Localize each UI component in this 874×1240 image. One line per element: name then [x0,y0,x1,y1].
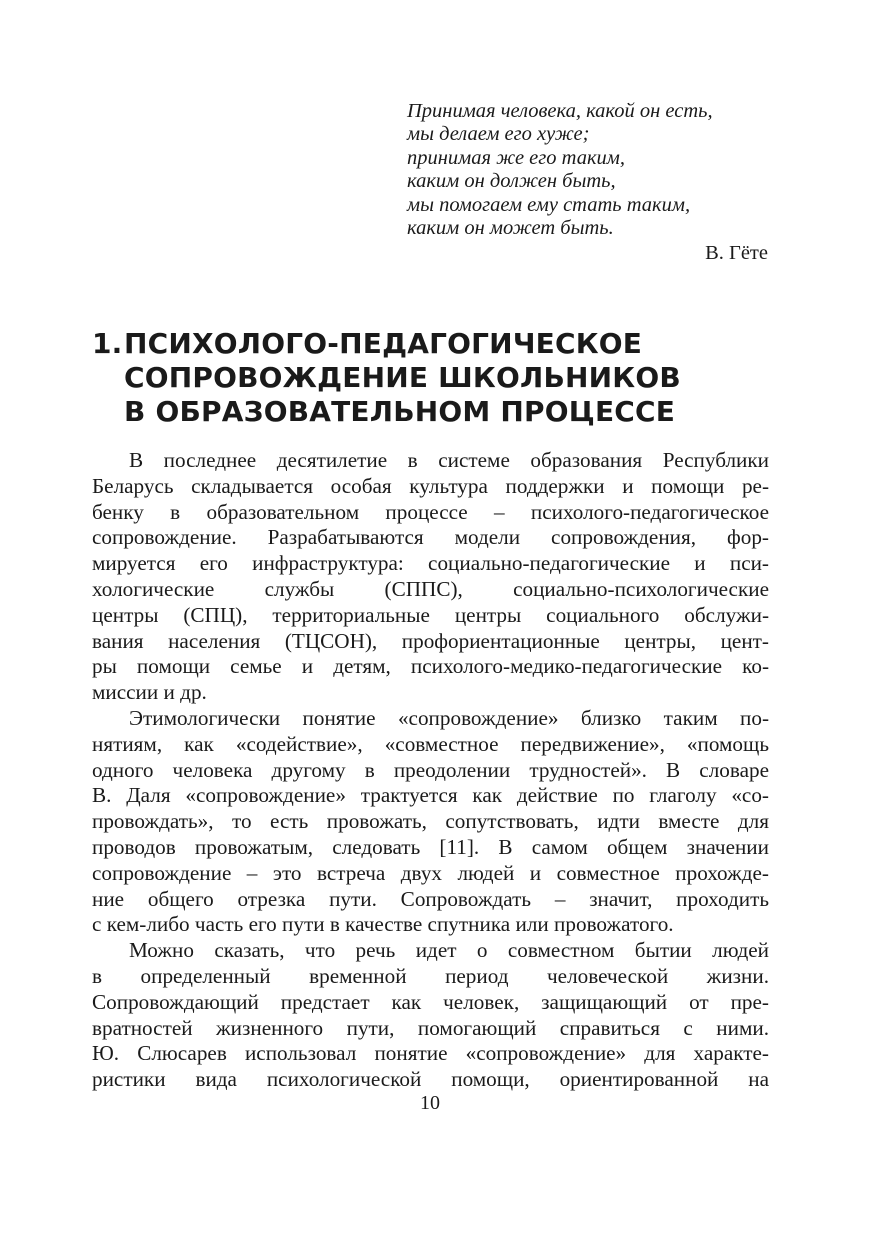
text-line: одного человека другому в преодолении трудностей». В словаре [92,757,769,782]
text-line: миссии и др. [92,680,207,705]
text-line: бенку в образовательном процессе – психолого-педагогическое [92,499,769,524]
text-line: В последнее десятилетие в системе образования Республики [129,448,769,472]
text-line: Беларусь складывается особая культура поддержки и помощи ре- [92,473,769,498]
paragraph [92,706,769,938]
epigraph-line: Принимая человека, какой он есть, [407,100,713,122]
text-line: Сопровождающий предстает как человек, защищающий от пре- [92,989,769,1014]
text-line: Ю. Слюсарев использовал понятие «сопровождение» для характе- [92,1041,769,1066]
paragraph [92,938,769,1093]
text-line: сопровождение. Разрабатываются модели сопровождения, фор- [92,525,769,550]
text-line: хологические службы (СППС), социально-психологические [92,576,769,601]
epigraph-line: каким он может быть. [407,217,614,240]
page-number: 10 [420,1092,440,1114]
chapter-heading [92,327,792,429]
text-line: вания населения (ТЦСОН), профориентационные центры, цент- [92,628,769,653]
text-line: нятиям, как «содействие», «совместное передвижение», «помощь [92,731,769,756]
epigraph-line: мы делаем его хуже; [407,123,590,146]
text-line: Можно сказать, что речь идет о совместном бытии людей [129,938,769,963]
text-line: провождать», то есть провожать, сопутствовать, идти вместе для [92,809,769,834]
text-line: вратностей жизненного пути, помогающий справиться с ними. [92,1015,769,1040]
epigraph-line: каким он должен быть, [407,170,616,193]
epigraph-author: В. Гёте [705,242,768,265]
text-line: сопровождение – это встреча двух людей и совместное прохожде- [92,860,769,885]
text-line: центры (СПЦ), территориальные центры социального обслужи- [92,602,769,627]
epigraph-line: принимая же его таким, [407,146,626,169]
text-line: Этимологически понятие «сопровождение» близко таким по- [129,705,769,730]
text-line: ры помощи семье и детям, психолого-медико-педагогические ко- [92,654,769,679]
epigraph-line: мы помогаем ему стать таким, [407,193,691,216]
text-line: ристики вида психологической помощи, ориентированной на [92,1067,769,1092]
text-line: с кем-либо часть его пути в качестве спутника или провожатого. [92,912,674,937]
text-line: ние общего отрезка пути. Сопровождать – значит, проходить [92,886,769,911]
text-line: проводов провожатым, следовать [11]. В самом общем значении [92,834,769,859]
body-text [92,448,769,1093]
text-line: мируется его инфраструктура: социально-педагогические и пси- [92,551,769,576]
epigraph [407,100,772,266]
chapter-title-line: В ОБРАЗОВАТЕЛЬНОМ ПРОЦЕССЕ [124,395,676,428]
text-line: в определенный временной период человеческой жизни. [92,963,769,988]
text-line: В. Даля «сопровождение» трактуется как действие по глаголу «со- [92,783,769,808]
chapter-title-line: СОПРОВОЖДЕНИЕ ШКОЛЬНИКОВ [124,361,681,394]
chapter-title-line: ПСИХОЛОГО-ПЕДАГОГИЧЕСКОЕ [124,327,643,360]
chapter-number: 1. [92,327,123,360]
paragraph [92,448,769,706]
